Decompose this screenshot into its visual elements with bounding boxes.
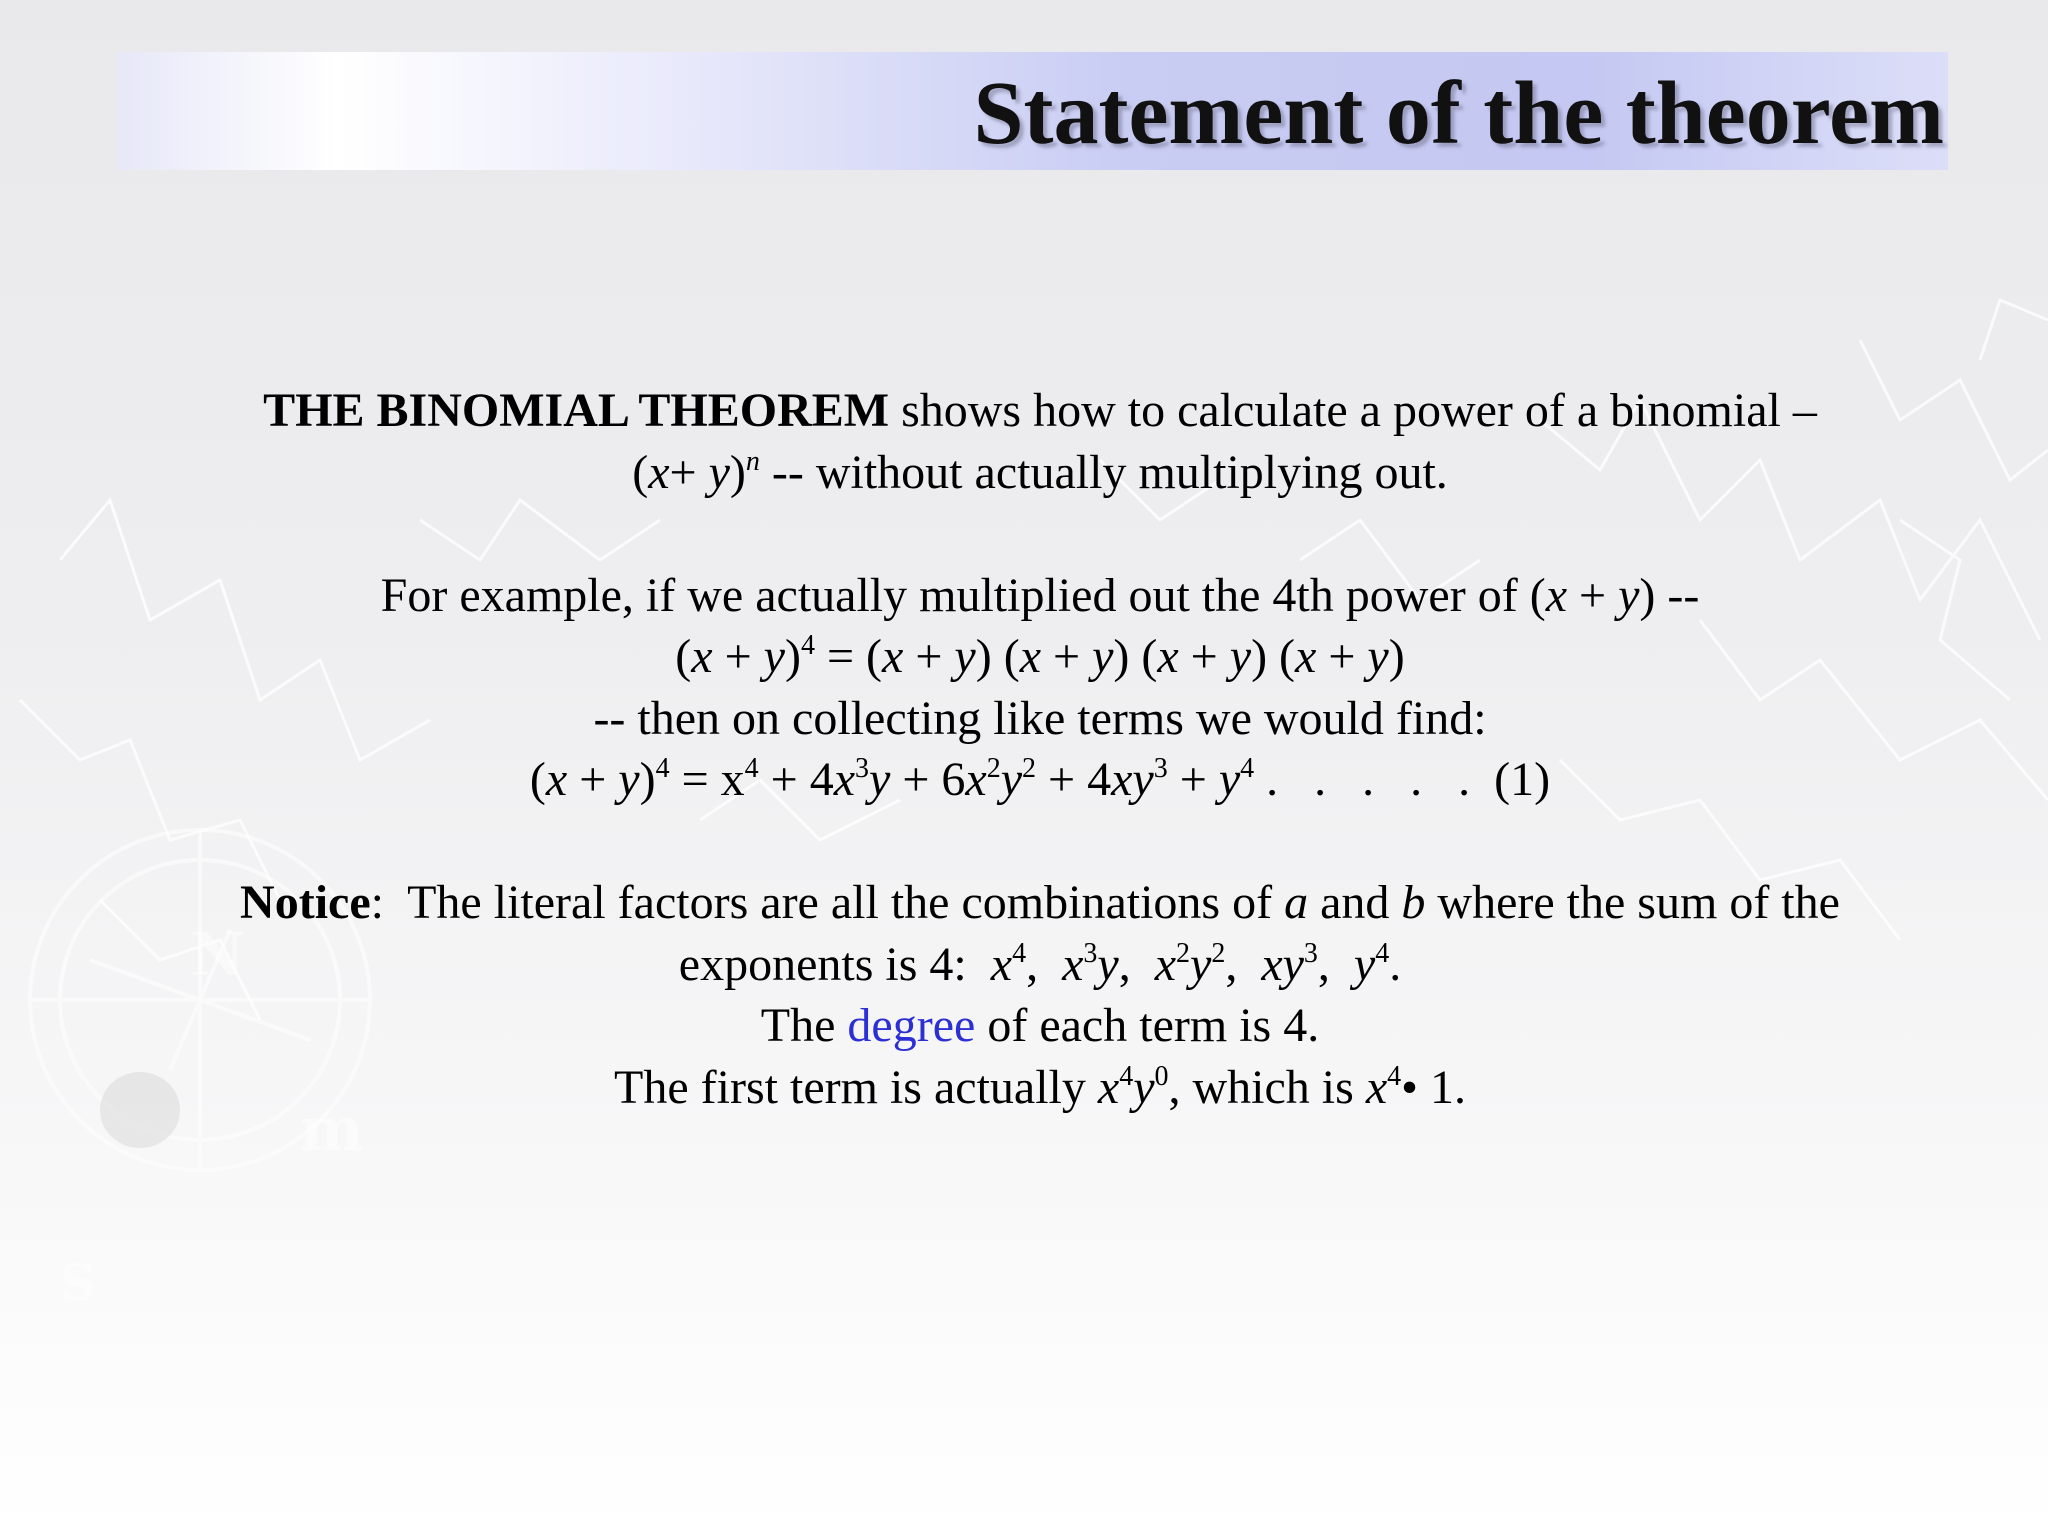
text-run: . . . . . (1) <box>1254 753 1551 806</box>
text-run: = x <box>669 753 745 806</box>
superscript: 2 <box>1176 937 1190 969</box>
text-run: For example, if we actually multiplied out the 4th power of ( <box>380 568 1546 622</box>
degree-link[interactable]: degree <box>847 999 976 1052</box>
notice-line-2 <box>150 934 1930 996</box>
math-variable: y <box>1353 937 1376 991</box>
math-variable: y <box>763 630 785 683</box>
example-line-2 <box>150 626 1930 688</box>
example-line-1 <box>150 565 1930 627</box>
example-line-3: -- then on collecting like terms we would find: <box>593 691 1487 745</box>
math-variable: x <box>1062 937 1084 991</box>
text-run: + <box>567 753 619 806</box>
math-variable: x <box>990 937 1013 991</box>
math-variable: y <box>1367 630 1389 683</box>
superscript: 4 <box>800 630 815 661</box>
text-run: + <box>903 630 955 683</box>
text-run: ) ( <box>1251 630 1296 683</box>
intro-line-1 <box>150 380 1930 442</box>
math-variable: y <box>869 753 891 806</box>
notice-label: Notice <box>240 876 371 929</box>
superscript: 2 <box>1211 937 1226 969</box>
text-run: + <box>1167 753 1219 806</box>
math-variable: x <box>1157 630 1179 683</box>
superscript: 4 <box>655 753 670 784</box>
theorem-name: THE BINOMIAL THEOREM <box>263 384 890 437</box>
text-run: ( <box>675 630 692 683</box>
text-run: and <box>1308 876 1402 929</box>
text-run: ( <box>632 445 649 499</box>
math-variable: y <box>1097 937 1119 991</box>
text-run: + <box>1567 568 1619 622</box>
svg-text:S: S <box>60 1253 97 1312</box>
text-run: exponents is 4: <box>678 937 991 991</box>
superscript: 2 <box>1022 753 1037 784</box>
math-variable: y <box>1000 753 1023 806</box>
text-run: + <box>669 445 709 499</box>
math-variable: y <box>954 630 976 683</box>
text-run: The <box>760 999 848 1052</box>
superscript: 4 <box>1387 1060 1402 1092</box>
svg-text:N: N <box>190 920 245 990</box>
text-run: + <box>712 630 764 683</box>
text-run: The first term is actually <box>614 1060 1098 1114</box>
math-variable: y <box>1229 630 1252 683</box>
notice-line-4 <box>150 1057 1930 1119</box>
text-run: ( <box>529 753 546 806</box>
superscript: 3 <box>1303 937 1318 969</box>
expansion-equation <box>150 749 1930 811</box>
text-run: + <box>1041 630 1093 683</box>
math-variable: x <box>882 630 904 683</box>
text-run: ) <box>1388 630 1405 683</box>
slide-title: Statement of the theorem <box>973 64 1944 163</box>
text-run: shows how to calculate a power of a binomial – <box>889 384 1817 437</box>
superscript: 2 <box>986 753 1001 784</box>
superscript: 3 <box>1083 937 1098 969</box>
math-variable: x <box>1019 630 1041 683</box>
text-run: ) <box>784 630 801 683</box>
math-variable: y <box>1133 1060 1155 1114</box>
text-run: + <box>1178 630 1230 683</box>
superscript: 3 <box>1153 753 1168 784</box>
superscript: 4 <box>744 753 759 784</box>
math-variable: y <box>1190 937 1212 991</box>
math-variable: x <box>965 753 987 806</box>
superscript: 4 <box>1119 1060 1134 1092</box>
notice-line-1 <box>150 872 1930 934</box>
text-run: + 4 <box>758 753 834 806</box>
text-run: = ( <box>814 630 883 683</box>
svg-text:m: m <box>300 1095 364 1165</box>
math-variable: n <box>745 445 760 477</box>
text-run: + 6 <box>890 753 966 806</box>
math-variable: y <box>708 445 730 499</box>
math-variable: x <box>648 445 670 499</box>
superscript: 3 <box>855 753 870 784</box>
math-variable: xy <box>1261 937 1304 991</box>
math-variable: y <box>1618 568 1640 622</box>
text-run: where the sum of the <box>1425 876 1840 929</box>
math-variable: b <box>1401 876 1426 929</box>
math-variable: x <box>833 753 856 806</box>
text-run: ) -- <box>1639 568 1700 622</box>
text-run: : The literal factors are all the combinations of <box>370 876 1285 929</box>
text-run: -- without actually multiplying out. <box>759 445 1448 499</box>
math-variable: x <box>1295 630 1317 683</box>
math-variable: y <box>1218 753 1241 806</box>
math-variable: x <box>1545 568 1567 622</box>
text-run: + 4 <box>1036 753 1112 806</box>
math-variable: x <box>691 630 713 683</box>
text-run: ) ( <box>1113 630 1158 683</box>
text-run: , <box>1026 937 1063 991</box>
text-run: . <box>1389 937 1402 991</box>
text-run: ) <box>729 445 746 499</box>
text-run: , <box>1225 937 1262 991</box>
notice-line-3 <box>150 995 1930 1057</box>
text-run: , <box>1118 937 1155 991</box>
math-variable: xy <box>1111 753 1154 806</box>
text-run: ) ( <box>975 630 1020 683</box>
text-run: • 1. <box>1401 1060 1466 1114</box>
superscript: 4 <box>1012 937 1027 969</box>
superscript: 4 <box>1240 753 1255 784</box>
math-variable: y <box>618 753 640 806</box>
text-run: ) <box>639 753 656 806</box>
text-run: , <box>1317 937 1354 991</box>
math-variable: x <box>1365 1060 1388 1114</box>
intro-line-2 <box>150 442 1930 504</box>
math-variable: x <box>545 753 568 806</box>
math-variable: x <box>1154 937 1176 991</box>
slide-body <box>150 380 1930 1118</box>
superscript: 0 <box>1154 1060 1169 1092</box>
text-run: , which is <box>1168 1060 1366 1114</box>
math-variable: x <box>1097 1060 1120 1114</box>
text-run: + <box>1316 630 1368 683</box>
math-variable: y <box>1092 630 1114 683</box>
math-variable: a <box>1284 876 1309 929</box>
text-run: of each term is 4. <box>975 999 1320 1052</box>
superscript: 4 <box>1375 937 1390 969</box>
